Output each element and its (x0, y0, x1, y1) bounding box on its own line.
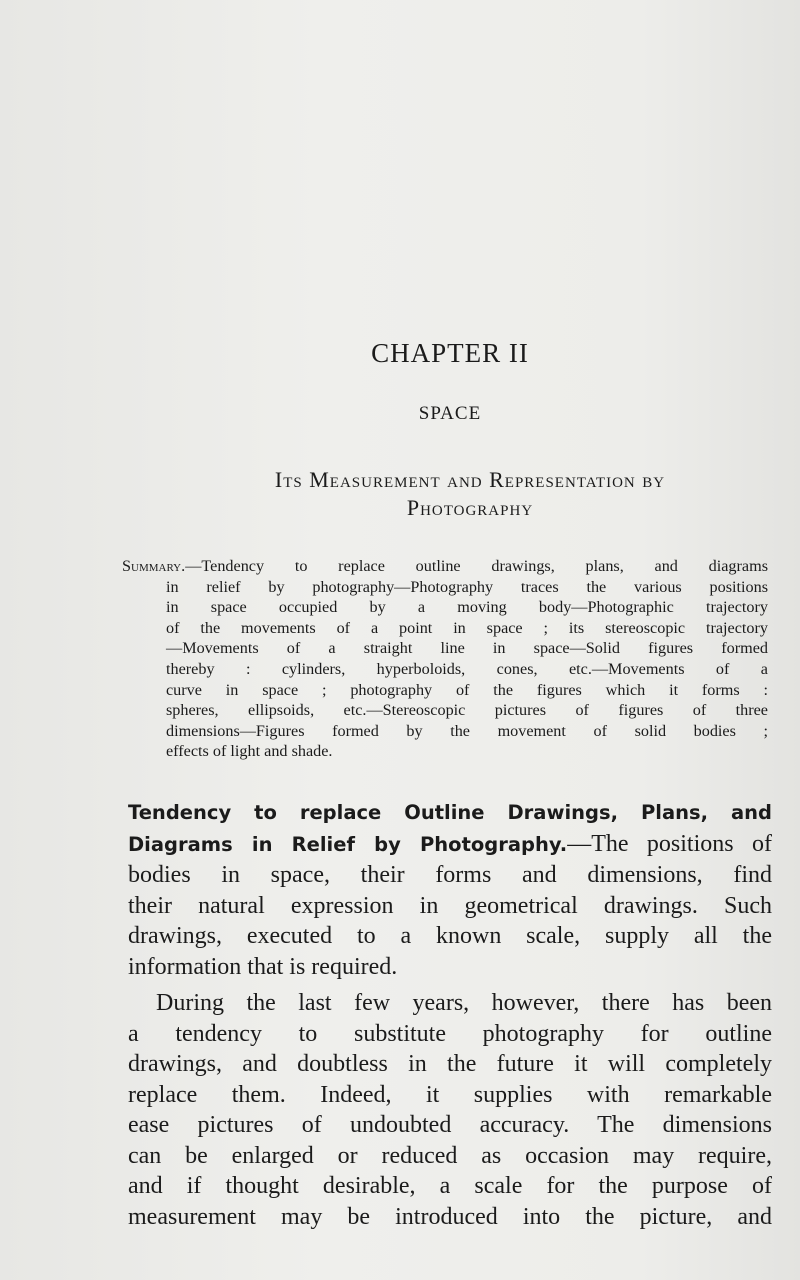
section-title: SPACE (418, 403, 482, 424)
summary-line: dimensions—Figures formed by the movement of solid bodies ; (166, 721, 768, 740)
body-line: During the last few years, however, there has been (156, 990, 772, 1016)
summary-line: effects of light and shade. (166, 742, 333, 761)
body-line: their natural expression in geometrical drawings. Such (128, 892, 772, 919)
body-line (128, 829, 772, 861)
section-heading-line: Tendency to replace Outline Drawings, Plans, and (128, 801, 772, 824)
body-line: bodies in space, their forms and dimensions, find (128, 862, 772, 888)
summary-line (122, 556, 768, 577)
summary-line: spheres, ellipsoids, etc.—Stereoscopic pictures of figures of three (166, 701, 768, 720)
body-line: ease pictures of undoubted accuracy. The dimensions (128, 1112, 772, 1138)
paragraph (128, 988, 772, 1232)
body-line: measurement may be introduced into the picture, and (128, 1203, 772, 1230)
chapter-summary (122, 556, 768, 762)
section-heading-line: Diagrams in Relief by Photography. (128, 832, 568, 856)
subtitle-line: Its Measurement and Representation by (274, 467, 666, 492)
body-text-run: —The positions of (567, 830, 772, 857)
summary-line: —Movements of a straight line in space—Solid figures formed (166, 639, 768, 658)
chapter-title: CHAPTER II (371, 338, 529, 368)
subtitle-line: Photography (406, 495, 534, 520)
summary-line: in relief by photography—Photography traces the various positions (166, 577, 768, 596)
body-line: can be enlarged or reduced as occasion may require, (128, 1142, 772, 1169)
summary-line: thereby : cylinders, hyperboloids, cones, etc.—Movements of a (166, 659, 768, 678)
summary-line: of the movements of a point in space ; its stereoscopic trajectory (166, 618, 768, 637)
body-line: a tendency to substitute photography for outline (128, 1020, 772, 1047)
summary-label: Summary. (122, 557, 186, 575)
body-line: and if thought desirable, a scale for the purpose of (128, 1173, 772, 1199)
body-line: information that is required. (128, 953, 398, 980)
body-text (128, 798, 772, 1232)
body-line: replace them. Indeed, it supplies with remarkable (128, 1081, 772, 1108)
summary-text: —Tendency to replace outline drawings, plans, and diagrams (185, 557, 768, 575)
chapter-subtitle (150, 466, 790, 522)
body-line: drawings, and doubtless in the future it will completely (128, 1051, 772, 1077)
body-line: drawings, executed to a known scale, supply all the (128, 923, 772, 949)
summary-line: in space occupied by a moving body—Photographic trajectory (166, 598, 768, 617)
summary-line: curve in space ; photography of the figures which it forms : (166, 680, 768, 699)
